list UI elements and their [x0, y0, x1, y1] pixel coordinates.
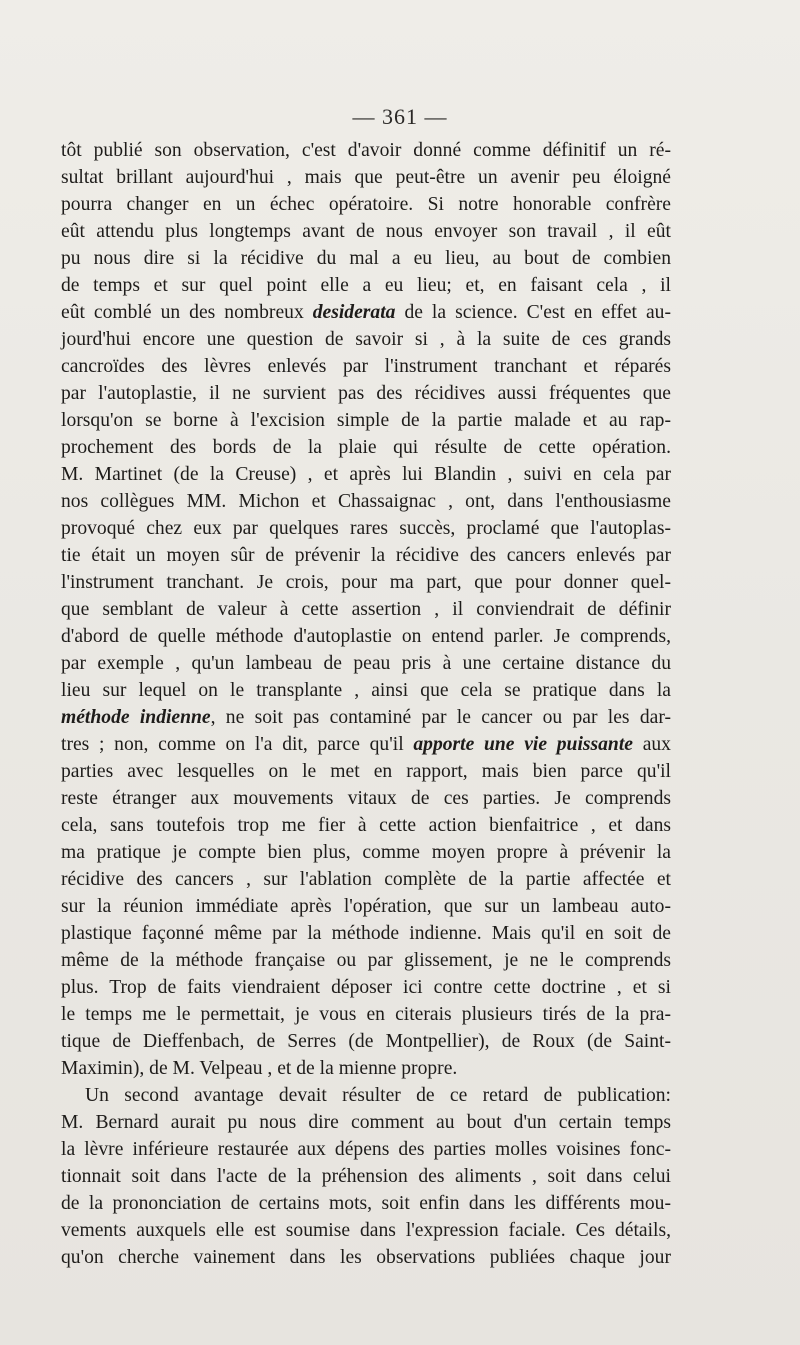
text-line: le temps me le permettait, je vous en citerais plusieurs tirés de la pra- — [61, 1004, 671, 1025]
text-line: lorsqu'on se borne à l'excision simple de la partie malade et au rap- — [61, 410, 671, 431]
text-line: récidive des cancers , sur l'ablation complète de la partie affectée et — [61, 869, 671, 890]
text-line: même de la méthode française ou par glissement, je ne le comprends — [61, 950, 671, 971]
text-segment: aux — [632, 734, 671, 755]
text-line: Un second avantage devait résulter de ce retard de publication: — [85, 1085, 671, 1106]
text-line: pourra changer en un échec opératoire. Si notre honorable confrère — [61, 194, 671, 215]
text-line: cancroïdes des lèvres enlevés par l'instrument tranchant et réparés — [61, 356, 671, 377]
italic-term: apporte une vie puissante — [413, 734, 633, 755]
body-text — [61, 137, 671, 1271]
text-line: parties avec lesquelles on le met en rapport, mais bien parce qu'il — [61, 761, 671, 782]
text-line: lieu sur lequel on le transplante , ainsi que cela se pratique dans la — [61, 680, 671, 701]
text-line: sultat brillant aujourd'hui , mais que peut-être un avenir peu éloigné — [61, 167, 671, 188]
text-line: de temps et sur quel point elle a eu lieu; et, en faisant cela , il — [61, 275, 671, 296]
text-line: par l'autoplastie, il ne survient pas des récidives aussi fréquentes que — [61, 383, 671, 404]
text-line: reste étranger aux mouvements vitaux de ces parties. Je comprends — [61, 788, 671, 809]
text-line: M. Martinet (de la Creuse) , et après lui Blandin , suivi en cela par — [61, 464, 671, 485]
page-number: — 361 — — [352, 104, 448, 129]
text-line: ma pratique je compte bien plus, comme moyen propre à prévenir la — [61, 842, 671, 863]
text-line: la lèvre inférieure restaurée aux dépens des parties molles voisines fonc- — [61, 1139, 671, 1160]
text-line: d'abord de quelle méthode d'autoplastie on entend parler. Je comprends, — [61, 626, 671, 647]
text-line: qu'on cherche vainement dans les observations publiées chaque jour — [61, 1247, 671, 1268]
text-line — [61, 299, 671, 326]
text-line: de la prononciation de certains mots, soit enfin dans les différents mou- — [61, 1193, 671, 1214]
text-line: par exemple , qu'un lambeau de peau pris à une certaine distance du — [61, 653, 671, 674]
text-line: cela, sans toutefois trop me fier à cette action bienfaitrice , et dans — [61, 815, 671, 836]
italic-term: desiderata — [312, 302, 396, 323]
text-segment: eût comblé un des nombreux — [61, 302, 313, 323]
text-line: que semblant de valeur à cette assertion , il conviendrait de définir — [61, 599, 671, 620]
text-line: Maximin), de M. Velpeau , et de la mienne propre. — [61, 1058, 458, 1079]
text-line: nos collègues MM. Michon et Chassaignac , ont, dans l'enthousiasme — [61, 491, 671, 512]
text-line: prochement des bords de la plaie qui résulte de cette opération. — [61, 437, 671, 458]
text-line: l'instrument tranchant. Je crois, pour ma part, que pour donner quel- — [61, 572, 671, 593]
text-line: provoqué chez eux par quelques rares succès, proclamé que l'autoplas- — [61, 518, 671, 539]
text-line: plus. Trop de faits viendraient déposer ici contre cette doctrine , et si — [61, 977, 671, 998]
text-line: pu nous dire si la récidive du mal a eu lieu, au bout de combien — [61, 248, 671, 269]
text-line: eût attendu plus longtemps avant de nous envoyer son travail , il eût — [61, 221, 671, 242]
text-line — [61, 731, 671, 758]
text-segment: , ne soit pas contaminé par le cancer ou par les dar- — [210, 707, 671, 728]
text-line: vements auxquels elle est soumise dans l'expression faciale. Ces détails, — [61, 1220, 671, 1241]
text-line: sur la réunion immédiate après l'opération, que sur un lambeau auto- — [61, 896, 671, 917]
text-line: tie était un moyen sûr de prévenir la récidive des cancers enlevés par — [61, 545, 671, 566]
text-line: tionnait soit dans l'acte de la préhension des aliments , soit dans celui — [61, 1166, 671, 1187]
text-line: tique de Dieffenbach, de Serres (de Montpellier), de Roux (de Saint- — [61, 1031, 671, 1052]
text-segment: de la science. C'est en effet au- — [395, 302, 671, 323]
text-line: M. Bernard aurait pu nous dire comment au bout d'un certain temps — [61, 1112, 671, 1133]
text-line — [61, 704, 671, 731]
text-line: plastique façonné même par la méthode indienne. Mais qu'il en soit de — [61, 923, 671, 944]
text-line: jourd'hui encore une question de savoir si , à la suite de ces grands — [61, 329, 671, 350]
text-segment: tres ; non, comme on l'a dit, parce qu'il — [61, 734, 414, 755]
italic-term: méthode indienne — [61, 707, 211, 728]
text-line: tôt publié son observation, c'est d'avoir donné comme définitif un ré- — [61, 140, 671, 161]
